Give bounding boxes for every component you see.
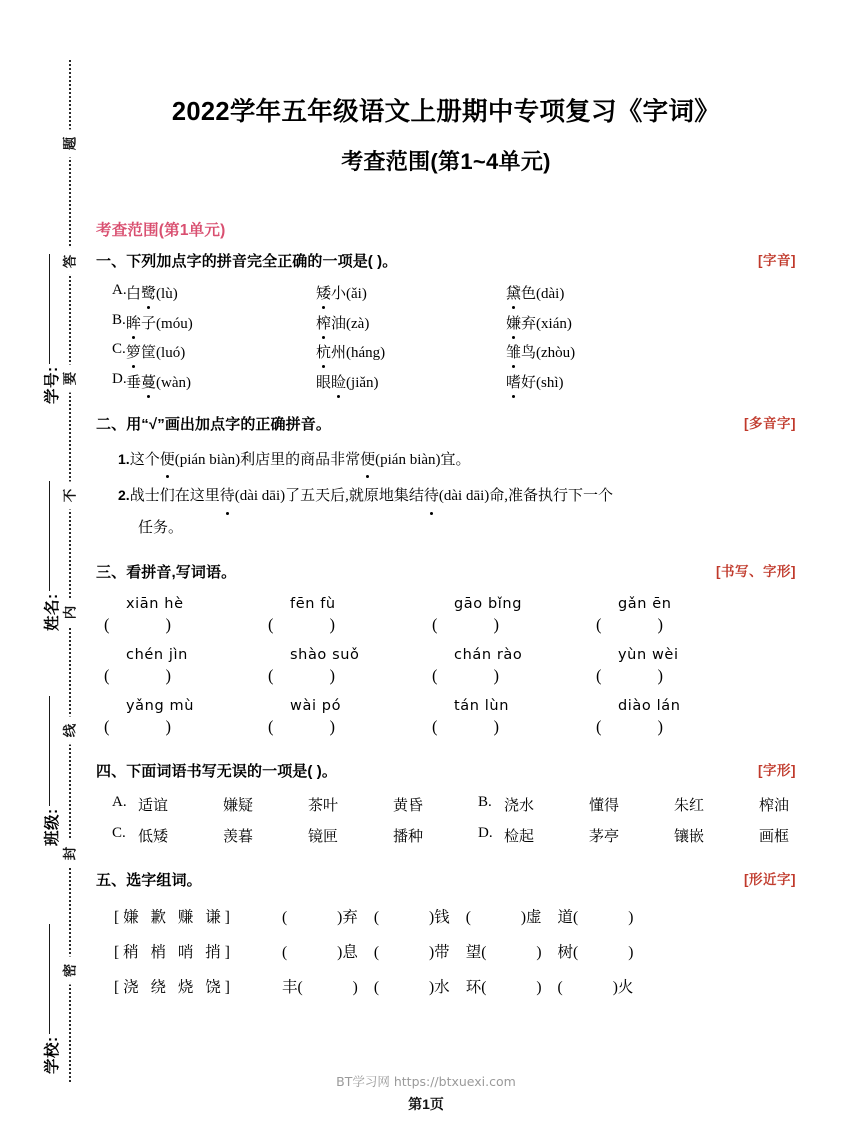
sentence-part: (dài dāi)了五天后,就原地集结: [234, 488, 424, 505]
word-item: 浇水: [504, 797, 535, 814]
sentence-dotted-char: 待: [220, 485, 235, 508]
page-number: 第1页: [408, 1096, 444, 1112]
pinyin-cell: [424, 596, 588, 635]
answer-blank[interactable]: ( ): [268, 717, 335, 737]
pinyin-row: [96, 596, 796, 635]
question-3-pinyin-grid: [96, 596, 796, 737]
pinyin-cell: [96, 647, 260, 686]
pinyin-text: tán lùn: [454, 698, 509, 715]
seal-char: 线: [62, 717, 79, 745]
seal-char: 答: [62, 248, 79, 276]
seal-field-class: [40, 696, 62, 846]
word-item: 画框: [759, 828, 790, 845]
option-pinyin: (luó): [156, 345, 186, 361]
option-item: [126, 282, 316, 303]
option-pinyin: (háng): [346, 345, 386, 361]
question-4-row-cd: [96, 825, 796, 846]
question-5-row-3: [96, 975, 796, 997]
pinyin-text: yǎng mù: [126, 698, 194, 715]
word-item: 朱红: [674, 797, 705, 814]
option-label: C.: [112, 341, 126, 357]
option-label: B.: [112, 311, 126, 328]
question-2-text: 二、用“√”画出加点字的正确拼音。: [96, 415, 331, 433]
sentence-part: (pián biàn)宜。: [375, 452, 471, 468]
question-3-text: 三、看拼音,写词语。: [96, 563, 237, 581]
option-dotted-char: 蔓: [141, 371, 156, 392]
option-dotted-char: 睑: [331, 371, 346, 392]
answer-blank[interactable]: ( ): [268, 666, 335, 686]
pinyin-cell: [96, 698, 260, 737]
pinyin-row: [96, 698, 796, 737]
answer-blank[interactable]: ( ): [432, 717, 499, 737]
pinyin-text: shào suǒ: [290, 647, 360, 664]
option-pinyin: (zà): [346, 315, 370, 332]
option-char: 小: [331, 286, 347, 302]
option-label: D.: [112, 370, 127, 387]
answer-blank[interactable]: ( ): [268, 615, 335, 635]
option-pinyin: (xián): [536, 315, 572, 332]
option-dotted-char: 矮: [316, 282, 331, 303]
pinyin-text: fēn fù: [290, 596, 336, 613]
option-pinyin: (jiǎn): [346, 374, 379, 391]
sentence-number: 2.: [118, 487, 130, 504]
option-pinyin: (dài): [536, 286, 565, 302]
question-5-heading: [96, 870, 796, 893]
word-item: 检起: [504, 828, 535, 845]
seal-field-label: 学校:: [44, 1036, 61, 1074]
pinyin-cell: [424, 698, 588, 737]
option-pinyin: (shì): [536, 374, 564, 391]
pinyin-cell: [260, 647, 424, 686]
option-dotted-char: 雏: [506, 341, 521, 362]
option-dotted-char: 杭: [316, 341, 331, 362]
blank-open: 环(: [465, 979, 487, 997]
site-credit: BT学习网 https://btxuexi.com: [336, 1074, 516, 1089]
seal-dotted-line: [69, 60, 71, 1082]
question-5-row-1: [96, 905, 796, 927]
blank-close: )弃: [337, 909, 358, 927]
pinyin-text: gāo bǐng: [454, 596, 522, 613]
char-set: [稍 梢 哨 捎]: [114, 944, 234, 962]
question-4-tag: [字形]: [758, 763, 796, 779]
pinyin-text: yùn wèi: [618, 647, 679, 664]
pinyin-cell: [424, 647, 588, 686]
question-5-text: 五、选字组词。: [96, 871, 202, 889]
blank-close: )虚: [520, 909, 542, 927]
pinyin-text: chén jìn: [126, 647, 188, 664]
seal-field-school: [40, 924, 62, 1074]
word-item: 嫌疑: [223, 797, 254, 814]
blank-open: (: [373, 944, 380, 962]
blank-open: (: [282, 944, 288, 962]
blank-open: 道(: [557, 909, 579, 927]
option-pinyin: (zhòu): [536, 345, 576, 361]
pinyin-text: gǎn ēn: [618, 596, 672, 613]
option-dotted-char: 榨: [316, 312, 331, 333]
blank-close: ): [628, 944, 634, 962]
option-pinyin: (móu): [156, 315, 193, 332]
sentence-part: (pián biàn)利店里的商品非常: [174, 452, 361, 468]
char-set: [嫌 歉 赚 谦]: [114, 909, 234, 927]
blank-open: 望(: [465, 944, 487, 962]
question-4-row-ab: [96, 794, 796, 815]
option-char: 鸟: [521, 345, 537, 361]
option-row-a: [96, 282, 796, 303]
option-row-b: [96, 312, 796, 333]
blank-close: ): [352, 979, 358, 997]
word-item: 适谊: [138, 797, 169, 814]
word-item: 羡暮: [223, 828, 254, 845]
option-char: 色: [521, 286, 537, 302]
blank-close: ): [536, 944, 542, 962]
page-footer: [0, 1072, 852, 1122]
option-dotted-char: 嗜: [506, 371, 521, 392]
page-title: 2022学年五年级语文上册期中专项复习《字词》: [171, 98, 721, 126]
option-row-c: [96, 341, 796, 362]
word-item: 榨油: [759, 797, 790, 814]
option-label: A.: [112, 282, 127, 298]
question-3-heading: [96, 562, 796, 585]
seal-field-rule: [49, 924, 50, 1034]
seal-char: 不: [62, 482, 79, 510]
option-item: [506, 312, 796, 333]
question-1-options: [96, 282, 796, 392]
option-item: [506, 371, 796, 392]
word-item: 黄昏: [393, 797, 424, 814]
word-item: 茶叶: [308, 797, 339, 814]
word-item: 低矮: [138, 828, 169, 845]
pinyin-text: xiān hè: [126, 596, 184, 613]
word-item: 茅亭: [589, 828, 620, 845]
option-label: C.: [112, 824, 126, 841]
sentence-part: (dài dāi)命,准备执行下一个: [438, 488, 614, 505]
seal-char: 密: [62, 957, 79, 985]
sentence-dotted-char: 便: [160, 449, 175, 472]
option-item: [126, 341, 316, 362]
blank-close: )火: [612, 979, 634, 997]
answer-blank[interactable]: ( ): [596, 666, 663, 686]
question-4-text: 四、下面词语书写无误的一项是( )。: [96, 763, 337, 781]
page-subtitle: 考查范围(第1~4单元): [341, 149, 551, 174]
answer-blank[interactable]: ( ): [596, 717, 663, 737]
option-dotted-char: 箩: [126, 341, 141, 362]
scope-heading: 考查范围(第1单元): [96, 222, 226, 239]
option-char: 垂: [126, 374, 142, 391]
pinyin-text: diào lán: [618, 698, 681, 715]
char-blank-items[interactable]: [282, 905, 796, 927]
pinyin-cell: [588, 647, 752, 686]
seal-field-label: 姓名:: [44, 593, 61, 631]
pinyin-text: wài pó: [290, 698, 342, 715]
char-blank-items[interactable]: [282, 975, 796, 997]
blank-open: (: [465, 909, 471, 927]
seal-field-label: 班级:: [44, 808, 61, 846]
sentence-continuation: 任务。: [138, 519, 184, 536]
option-pinyin: (lù): [156, 286, 178, 302]
question-2-tag: [多音字]: [744, 415, 796, 431]
word-item: 懂得: [589, 797, 620, 814]
blank-close: )钱: [429, 909, 450, 927]
option-item: [316, 341, 506, 362]
blank-open: (: [282, 909, 288, 927]
question-5-row-2: [96, 940, 796, 962]
answer-blank[interactable]: ( ): [432, 666, 499, 686]
sentence-number: 1.: [118, 451, 130, 467]
seal-char: 内: [62, 599, 79, 627]
pinyin-row: [96, 647, 796, 686]
blank-close: ): [536, 979, 542, 997]
option-char: 白: [126, 286, 142, 302]
option-char: 筐: [141, 345, 157, 361]
blank-open: 树(: [557, 944, 579, 962]
pinyin-cell: [260, 596, 424, 635]
option-item: [126, 312, 316, 333]
sentence-dotted-char: 待: [424, 485, 439, 508]
option-item: [506, 341, 796, 362]
answer-blank[interactable]: ( ): [432, 615, 499, 635]
sentence-part: 这个: [129, 452, 160, 468]
option-row-d: [96, 371, 796, 392]
option-pinyin: (ǎi): [346, 286, 367, 302]
option-char: 油: [331, 315, 347, 332]
seal-field-label: 学号:: [44, 366, 61, 404]
blank-close: )带: [429, 944, 450, 962]
blank-open: (: [373, 979, 380, 997]
option-label: B.: [478, 793, 492, 810]
seal-field-name: [40, 481, 62, 631]
pinyin-cell: [260, 698, 424, 737]
option-dotted-char: 嫌: [506, 312, 521, 333]
word-item: 镜匣: [308, 828, 339, 845]
seal-field-rule: [49, 254, 50, 364]
word-item: 播种: [393, 828, 424, 845]
seal-field-rule: [49, 481, 50, 591]
option-dotted-char: 黛: [506, 282, 521, 303]
question-1-text: 一、下列加点字的拼音完全正确的一项是( )。: [96, 253, 398, 270]
seal-char: 要: [62, 365, 79, 393]
answer-blank[interactable]: ( ): [104, 717, 171, 737]
answer-blank[interactable]: ( ): [104, 666, 171, 686]
worksheet-content: [96, 0, 796, 1122]
question-4-heading: [96, 761, 796, 784]
blank-close: )水: [429, 979, 450, 997]
char-blank-items[interactable]: [282, 940, 796, 962]
pinyin-cell: [588, 596, 752, 635]
option-pinyin: (wàn): [156, 374, 192, 391]
blank-close: ): [628, 909, 634, 927]
option-char: 弃: [521, 315, 537, 332]
option-item: [316, 282, 506, 303]
question-2-heading: [96, 414, 796, 437]
question-3-tag: [书写、字形]: [716, 563, 796, 579]
char-set: [浇 绕 烧 饶]: [114, 979, 234, 997]
seal-char: 题: [62, 130, 79, 158]
question-1-tag: [字音]: [758, 253, 796, 268]
blank-close: )息: [337, 944, 358, 962]
question-2-sentence-2: [96, 485, 796, 540]
option-char: 子: [141, 315, 157, 332]
word-item: 镶嵌: [674, 828, 705, 845]
option-item: [506, 282, 796, 303]
option-dotted-char: 鹭: [141, 282, 156, 303]
pinyin-cell: [588, 698, 752, 737]
seal-field-student-id: [40, 254, 62, 404]
option-item: [316, 371, 506, 392]
option-dotted-char: 眸: [126, 312, 141, 333]
option-item: [316, 312, 506, 333]
pinyin-cell: [96, 596, 260, 635]
blank-open: 丰(: [282, 979, 303, 997]
sentence-dotted-char: 便: [360, 449, 375, 472]
answer-blank[interactable]: ( ): [596, 615, 663, 635]
option-char: 州: [331, 345, 347, 361]
seal-field-rule: [49, 696, 50, 806]
seal-margin: [0, 0, 88, 1122]
option-item: [126, 371, 316, 392]
answer-blank[interactable]: ( ): [104, 615, 171, 635]
pinyin-text: chán rào: [454, 647, 523, 664]
option-char: 眼: [316, 374, 332, 391]
option-char: 好: [521, 374, 537, 391]
sentence-part: 战士们在这里: [129, 488, 220, 505]
question-2-sentence-1: [96, 449, 796, 472]
seal-char: 封: [62, 840, 79, 868]
question-1-heading: [96, 251, 796, 274]
blank-open: (: [557, 979, 563, 997]
blank-open: (: [373, 909, 380, 927]
option-label: A.: [112, 793, 127, 810]
option-label: D.: [478, 824, 493, 841]
question-5-tag: [形近字]: [744, 871, 796, 887]
